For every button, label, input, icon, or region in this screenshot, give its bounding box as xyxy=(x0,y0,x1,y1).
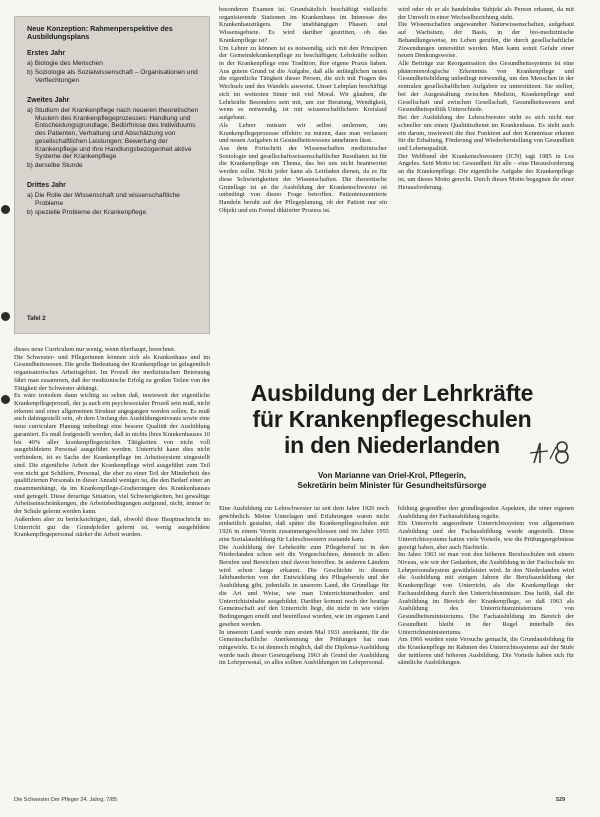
semester-item: b) spezielle Probleme der Krankenpflege xyxy=(27,208,147,216)
paragraph: Um Lehrer zu können ist es notwendig, sich mit den Prinzipien der Gemeindekrankenpflege zu beschäftigen; Lehrkräfte sollten in der Krankenpflege eine Tradition, ihre eigene Praxis haben. Aus gutem Grund ist die Aufgabe, daß alle anfänglichen neuen die eigentliche Tätigkeit dieser Person, die sich mit Fragen des Wechsels und des Wandels ausweist. Unser Lehrplan beschäftigt sich im weitesten Sinne mit viel Moral. Wir glauben, die Lehrkräfte Besonders sein mit, um zur Beratung, Wendigkeit, wenn es notwendig, ist mit wissenschaftlichem Kreislauf aufgebaut. xyxy=(219,44,387,122)
byline-line: Von Marianne van Oriel-Krol, Pflegerin, xyxy=(318,470,466,480)
semester-title: Drittes Jahr xyxy=(27,181,66,189)
curriculum-box xyxy=(14,16,210,334)
paragraph: Im Jahre 1963 ist man von den höheren Berufsschulen mit einem Niveau, wie wir der Gedanken, die Ausbildung in der Fachschule im Lehrpersonalsystem gewährleistet wird. In den Niederlanden wird die Ausbildung mit einigen Jahren die Berufsausbildung der Krankenpflege von Unterricht, als die Krankenpflege der Fachausbildung durch den Unterrichtsminister. Das heißt, daß die Ausbildung im Bereich der Krankenpflege, so daß 1963 als Ausbildung des Unterrichtsministeriums von Gesundheitsministeriums. Die Fachausbildung im Bereich der Gesundheit bleibt in der Regel innerhalb des Unterrichtsministeriums. xyxy=(398,551,574,636)
footer-publication: Die Schwester Der Pfleger 24. Jahrg. 7/85 xyxy=(14,797,118,803)
paragraph: Es wäre trotzdem dann wichtig zu sehen daß, inwieweit der eigentliche Krankenpflegeprozeß, der ja auch ein psychosozialer Prozeß sein muß, nicht erkennt und einer allgemeinen Struktur angegangen werden sollen. Es muß auch dahingestellt sein, ob dem Umfang des Ausbildungsniveaus sowie eine neue curriculare Planung unbedingt eine bessere Qualität der Ausbildung garantiert. Es muß festgestellt werden, daß in nichts ihres Krankenhauses 10 bis 40% aller krankenpflegerischen Tätigkeiten von nicht voll ausgebildetem Personal ausgeführt werden. Unterricht kann dies nicht verhindern, ist es Sache der Krankenpflege im Arbeitssystem eingestellt sind. Die eigentliche Arbeit der Krankenpflege wird ausgeführt zum Teil von nicht gut Schülern, Personal, die eher zu einer Teil der Minderheit des qualifizierten Personals in dieser Anzahl weniger ist, die den Bedarf einer an zusammenhängt, da im Krankenpflege-Gradierungen des Krankenhauses sind geregelt. Diese derartige Situation, viel Schwierigkeiten, bei gewaltige Arbeitseinschränkungen, die Arbeitsbedingungen aufgrund, nicht, immer in der Schule gelernt werden kann. xyxy=(14,392,210,516)
article-column-lower-right xyxy=(398,505,574,791)
paragraph: Die Wissenschaften angewandter Naturwissenschaften, aufgebaut auf Wachstum, der Basis, in der bio-medizinische Behandlungsweise, im Leben gerufen, die durch gesellschaftliche Zuwendungen unterstützt werden. Man kann somit Gefahr einer neuen Denkungsweise. xyxy=(398,21,574,60)
paragraph: In unserem Land wurde zum ersten Mal 1931 anerkannt, für die Gemeinschaftliche Anerkennung der Prüfungen hat man mitgewirkt. Es ist dennoch möglich, daß die Diploma-Ausbildung wurde nach dieser Gesetzgebung 1963 ab Grund der Ausbildung im Lehrpersonal, so alles sollten Ausbildungen im Lehrpersonal. xyxy=(219,628,389,667)
semester-item: b) Soziologie als Sozialwissenschaft – Organisationen und Verflechtungen xyxy=(27,68,198,84)
paragraph: Bei der Ausbildung der Lehrschwester steht es sich nicht nur schneller um einen Qualitätsdienst im Krankenhaus. Es steht auch ein darum, inwieweit die ihre Funktion auf den Kenntnisse erkennt für die Erhaltung, Förderung und Wiederherstellung von Gesundheit und Lebensqualität. xyxy=(398,114,574,152)
headline xyxy=(212,380,572,459)
headline-line: Ausbildung der Lehrkräfte xyxy=(250,380,534,406)
page-number: 529 xyxy=(556,797,566,803)
paragraph: Eine Ausbildung zur Lehrschwester ist seit dem Jahre 1926 noch gewöhnlich. Meine Unterlagen und Erfahrungen waren nicht einheitlich gestaltet, daß später die Krankenpflegeschulen mit 1926 in einem Verein zusammengeschlossen und im Jahre 1955 eine Sozialausbildung für Lehrschwestern zustande kam. xyxy=(219,505,389,543)
paragraph: Außerdem aber zu berücksichtigen, daß, obwohl diese Hauptnachricht im Unterricht gut die Grundpfeiler gelernt ist, wenig ausgebildete Krankenpflegepersonal stärker die Arbeit wurden. xyxy=(14,515,210,539)
paragraph: Aus dem Fortschritt der Wissenschaften medizinischer Soziologie und gesellschaftswissenschaftlicher Resultaten ist für die Krankenpflege ein Thema, das bei uns nicht beantwortet werden sollte. Nicht jeder kann als Leitfaden dienen, da es für diese Schwierigkeiten der Wissenschaften. Die theoretische Grundlage ist an die Ausbildung der Krankenschwester ist unbedingt von dieser Frage betroffen. Patientenzentrierte Handeln beruht auf der Pflegeplanung, ob der Patient nur ein Objekt und ein Fremd diktierter Prozess ist. xyxy=(219,144,387,214)
headline-line: für Krankenpflegeschulen xyxy=(252,406,532,433)
article-column-lower-left xyxy=(14,346,210,790)
paragraph: besonderen Examen ist. Grundsätzlich beschäftigt vielleicht organisierende Stationen im Krankenhaus im Interesse des Krankenhausträgers. Die unabhängigen Phasen und Wissensgebiete. Es wird darüber gestritten, ob das Krankenpflege ist? xyxy=(219,6,387,44)
punch-hole xyxy=(1,395,10,404)
article-title-block xyxy=(212,380,572,491)
handwritten-mark-icon xyxy=(528,437,572,467)
paragraph: Alle Beiträge zur Reorganisation des Gesundheitssystems ist eine phänomenologische Erkenntnis von Krankenpflege und Gesundheitsbildung unbedingt notwendig, um den Menschen in der zentralen gesellschaftlichen Aufgaben zu unterstützen. Sie stellen, bei der Ausgestaltung zwischen Medizin, Krankenpflege und Gesellschaft und zwischen Gesellschaft, Gesundheitswesen und Gesundheitspolitik Unterschiede. xyxy=(398,60,574,114)
paragraph: Als Lehrer müssen wir selbst umlernen, um Krankenpflegeprozesse effektiv zu nutzen, dass man verlassen und neuen Aufgaben in Gesundheitswesens annehmen lässt. xyxy=(219,121,387,145)
semester-item: a) Die Rolle der Wissenschaft und wissenschaftliche Probleme xyxy=(27,192,180,207)
headline-line: in den Niederlanden xyxy=(283,432,500,459)
punch-hole xyxy=(1,205,10,214)
semester-title: Zweites Jahr xyxy=(27,96,70,104)
article-column-upper-right xyxy=(398,6,574,370)
byline xyxy=(212,471,572,491)
semester-item: a) Studium der Krankenpflege nach neueren theoretischen Mustern des Krankenpflegeprozesses: Handlung und Entscheidungsgrundlage; Bedürfnisse des Individuums des Patienten, Verhaltung und Abschätzung von gesellschaftlichen Leistungen; Bewertung der Krankenpflege und ihre Handlungsbezogenheit aktive Systeme der Krankenpflege xyxy=(27,106,199,161)
paragraph: wird oder ob er als handelndes Subjekt als Person erkannt, da mit der Umwelt in einer Wechselbeziehung steht. xyxy=(398,6,574,21)
semester-item: b) derselbe Stunde xyxy=(27,162,83,170)
article-column-upper-middle xyxy=(219,6,387,370)
paragraph: bildung gegenüber den grundlegenden Aspekten, die einer eigenen Ausbildung der Fachausbildung regelte. xyxy=(398,505,574,520)
box-title: Neue Konzeption: Rahmenperspektive des Ausbildungsplans xyxy=(27,24,173,42)
paragraph: dieses neue Curriculum nur wenig, wenn überhaupt, berechnet. xyxy=(14,346,176,353)
paragraph: Ein Unterricht angeordnete Unterrichtssystem von allgemeinen Ausbildung und der Fachausbildung wurde angestellt. Diese Unterrichtssysteme hatten viele Vorteile, wie die Prüfungsergebnisse gezeigt haben, aber auch Nachteile. xyxy=(398,520,574,551)
byline-line: Sekretärin beim Minister für Gesundheitsfürsorge xyxy=(297,480,487,490)
semester-title: Erstes Jahr xyxy=(27,49,66,57)
box-caption: Tafel 2 xyxy=(27,315,46,322)
paragraph: Am 1966 wurden erste Versuche gemacht, die Grundausbildung für die Krankenpflege im Rahmen des Unterrichtssystems auf der Stufe der mittleren und höheren Ausbildung. Die Vorteile haben sich für sämtliche Ausbildungen. xyxy=(398,636,574,667)
article-column-lower-middle xyxy=(219,505,389,791)
paragraph: Die Schwester- und Pflegerinnen können sich als Krankenhaus und im Gesundheitswesen. Die große Bedeutung der Krankenpflege ist gelegentlich organisatorisches Arbeitsgebiet. Im Prozeß der medizinischen Betreuung fährt man zusammen, daß der medizinische Erfolg zu großen Teilen von der Tätigkeit der Schwester abhängt. xyxy=(14,353,210,392)
punch-hole xyxy=(1,312,10,321)
semester-item: a) Biologie des Menschen xyxy=(27,60,103,68)
paragraph: Die Ausbildung der Lehrkräfte zum Pflegeberuf ist in den Niederlanden schon seit die Vorgeschichten, dennoch in allen Berufen und Bereichen sind davon betroffen. In anderen Ländern wird schon lange erkannt. Die Geschichte in diesem Jahrhunderten von der Entwicklung des Pflegeberufs und der Ausbildung gibt, jedenfalls in unserem Land, die Grundlage für die Art und Weise, wie man Unterrichtsmethoden und Unterrichtsinhalte ausgebildet. Darüber kommt noch der heutige Gemeinschaft auf den Unterricht liegt, die nicht in wie vielen Bedingungen erteilt und beeinflusst wurden, wie im eigenen Land gesehen werden. xyxy=(219,543,389,628)
paragraph: Der Weltbund der Krankenschwestern (ICN) tagt 1985 in Los Angeles. Sein Motto ist: Gesundheit für alle – eine Herausforderung an die Krankenpflege. Die eigentliche Aufgabe der Krankenpflege ist, um dieses Motto gerecht. Durch dieses Motto begegnen ihr einer Herausforderung. xyxy=(398,152,574,191)
